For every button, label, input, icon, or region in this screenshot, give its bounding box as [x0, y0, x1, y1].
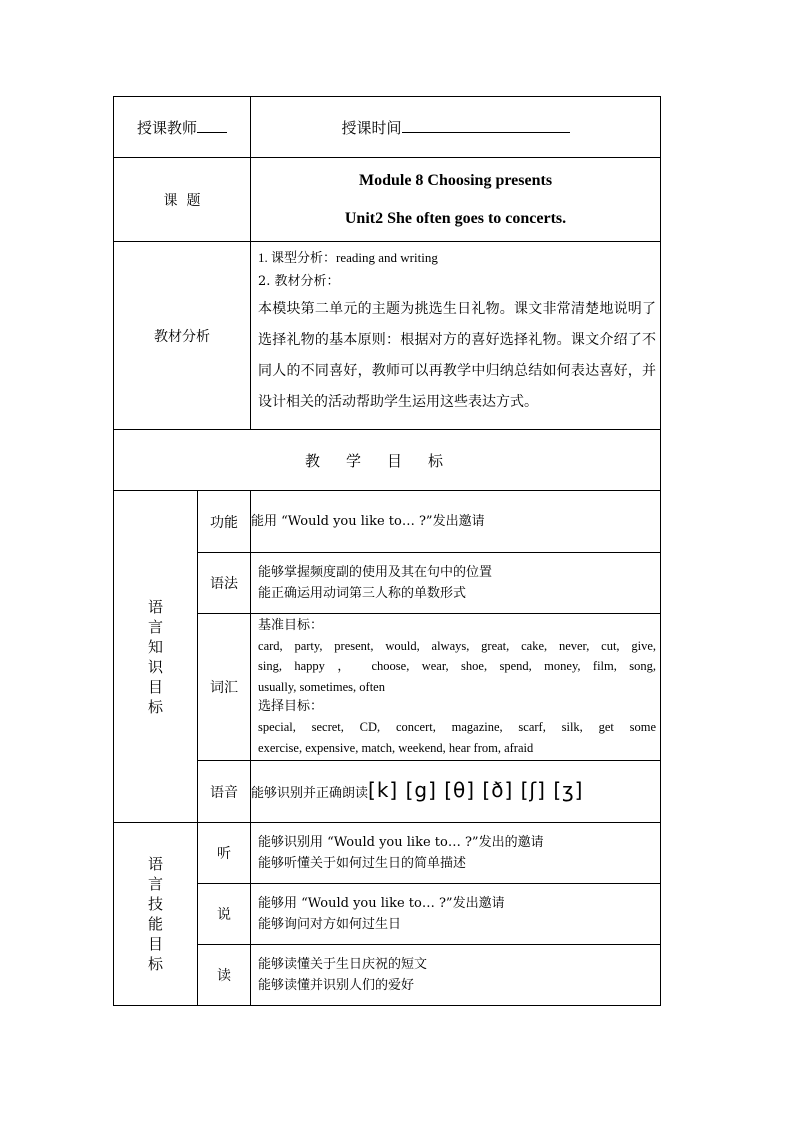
- lesson-plan-table: [113, 96, 661, 1006]
- vocab-basic-label: 基准目标：: [258, 617, 324, 633]
- reading-label: 读: [198, 945, 251, 1006]
- listening-cell: [251, 823, 661, 884]
- header-row: [114, 97, 661, 158]
- vocab-optional-line: exercise, expensive, match, weekend, hear from, afraid: [258, 740, 534, 755]
- goals-title-row: [114, 430, 661, 491]
- time-blank: [402, 117, 570, 133]
- phonetics-label: 语音: [198, 761, 251, 823]
- topic-cell: [251, 158, 661, 242]
- teacher-cell: [114, 97, 251, 158]
- language-knowledge-label: 语言知识目标: [147, 597, 163, 716]
- unit-title: Unit2 She often goes to concerts.: [344, 209, 567, 227]
- analysis-item-2: 2. 教材分析：: [258, 274, 340, 289]
- listening-label: 听: [198, 823, 251, 884]
- time-label: 授课时间: [341, 118, 402, 137]
- analysis-cell: [251, 242, 661, 430]
- speaking-cell: [251, 884, 661, 945]
- vocabulary-cell: [251, 614, 661, 761]
- analysis-item-1: 1. 课型分析：reading and writing: [258, 250, 438, 265]
- phonetics-cell: [251, 761, 661, 823]
- function-text: 能用 “Would you like to… ?”发出邀请: [251, 491, 661, 553]
- module-title: Module 8 Choosing presents: [358, 171, 553, 189]
- teacher-label: 授课教师: [137, 118, 198, 137]
- language-skills-label: 语言技能目标: [147, 855, 163, 973]
- teacher-blank: [197, 117, 227, 133]
- function-label: 功能: [198, 491, 251, 553]
- listening-row: [114, 823, 661, 884]
- topic-row: [114, 158, 661, 242]
- grammar-label: 语法: [198, 553, 251, 614]
- vocab-optional-label: 选择目标：: [258, 699, 324, 715]
- speaking-line-2: 能够询问对方如何过生日: [258, 917, 402, 932]
- listening-line-2: 能够听懂关于如何过生日的简单描述: [258, 856, 467, 871]
- vocab-basic-line: usually, sometimes, often: [258, 679, 385, 694]
- grammar-cell: [251, 553, 661, 614]
- analysis-label: 教材分析: [114, 242, 251, 430]
- phonetics-text: 能够识别并正确朗读: [251, 785, 369, 801]
- grammar-line-1: 能够掌握频度副的使用及其在句中的位置: [258, 565, 493, 580]
- time-cell: [251, 97, 661, 158]
- goals-title: 教学目标: [114, 430, 661, 491]
- analysis-body: 本模块第二单元的主题为挑选生日礼物。课文非常清楚地说明了选择礼物的基本原则：根据对方的喜好选择礼物。课文介绍了不同人的不同喜好，教师可以再教学中归纳总结如何表达喜好，并设计相关的活动帮助学生运用这些表达方式。: [258, 301, 657, 410]
- phonetic-symbols: [k] [g] [θ] [ð] [ʃ] [ʒ]: [368, 777, 584, 802]
- vocabulary-label: 词汇: [198, 614, 251, 761]
- reading-line-2: 能够读懂并识别人们的爱好: [258, 978, 415, 993]
- grammar-line-2: 能正确运用动词第三人称的单数形式: [258, 586, 467, 601]
- listening-line-1: 能够识别用 “Would you like to… ?”发出的邀请: [258, 835, 544, 850]
- reading-line-1: 能够读懂关于生日庆祝的短文: [258, 957, 428, 972]
- function-row: [114, 491, 661, 553]
- vocab-optional-line: special, secret, CD, concert, magazine, scarf, silk, get some: [258, 720, 657, 735]
- analysis-row: [114, 242, 661, 430]
- language-skills-label-cell: [114, 823, 198, 1006]
- reading-cell: [251, 945, 661, 1006]
- speaking-label: 说: [198, 884, 251, 945]
- language-knowledge-label-cell: [114, 491, 198, 823]
- vocab-basic-line: sing, happy ， choose, wear, shoe, spend, money, film, song,: [258, 659, 657, 674]
- topic-label: 课 题: [114, 158, 251, 242]
- vocab-basic-line: card, party, present, would, always, great, cake, never, cut, give,: [258, 638, 657, 653]
- speaking-line-1: 能够用 “Would you like to… ?”发出邀请: [258, 896, 505, 911]
